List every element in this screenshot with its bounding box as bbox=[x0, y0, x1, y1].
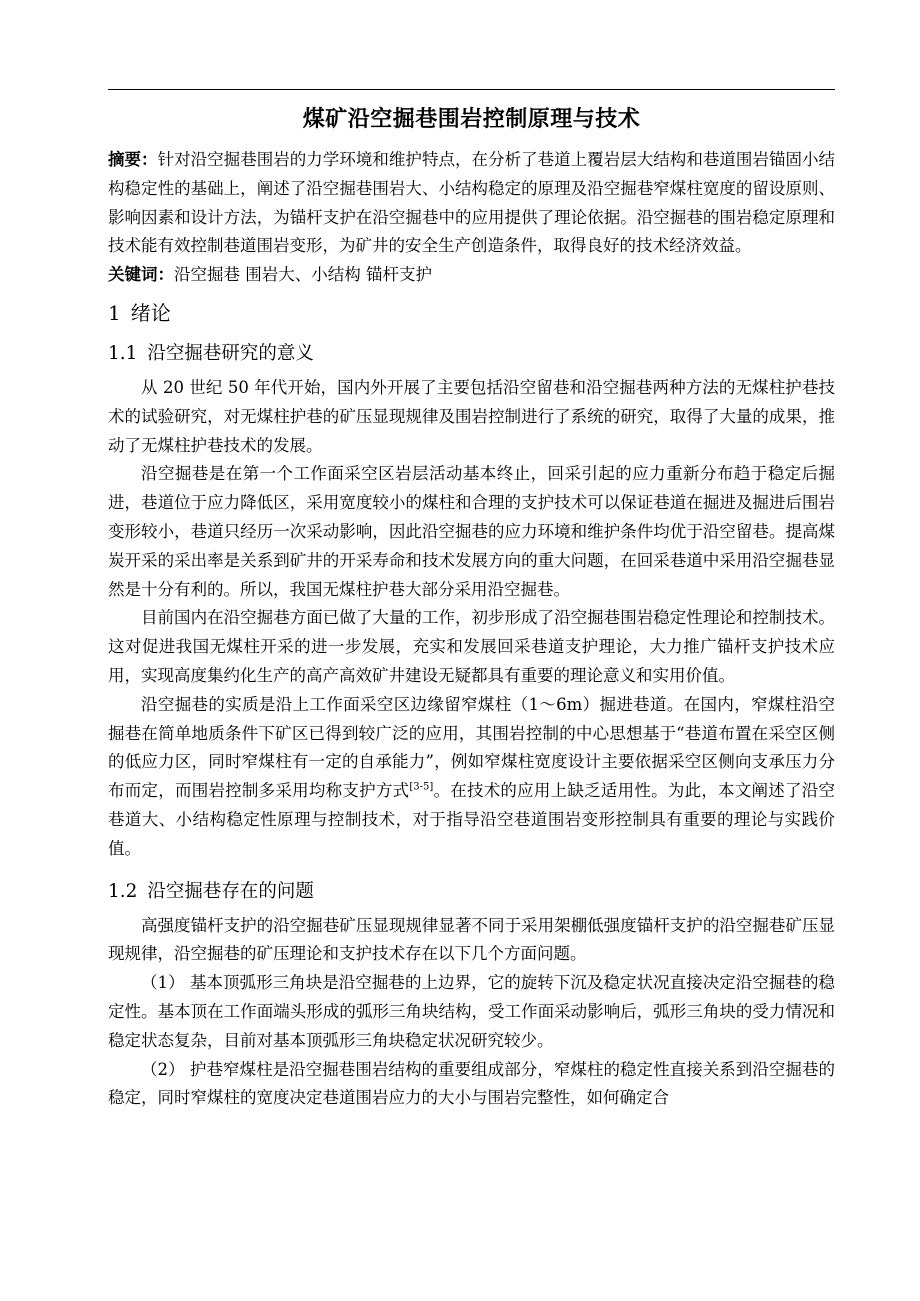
abstract bbox=[108, 146, 835, 261]
abstract-label: 摘要： bbox=[108, 150, 158, 169]
section-1-2-heading bbox=[108, 878, 835, 906]
section-1-1-number: 1.1 bbox=[108, 342, 138, 364]
section-1-title: 绪论 bbox=[130, 300, 171, 325]
paragraph: 从 20 世纪 50 年代开始，国内外开展了主要包括沿空留巷和沿空掘巷两种方法的无煤柱护巷技术的试验研究，对无煤柱护巷的矿压显现规律及围岩控制进行了系统的研究，取得了大量的成果，推动了无煤柱护巷技术的发展。 bbox=[108, 377, 835, 455]
citation: [3-5] bbox=[409, 781, 434, 793]
paragraph-text-before-citation: 沿空掘巷的实质是沿上工作面采空区边缘留窄煤柱（1～6m）掘进巷道。在国内，窄煤柱沿空掘巷在简单地质条件下矿区已得到较广泛的应用，其围岩控制的中心思想基于“巷道布置在采空区侧的低应力区，同时窄煤柱有一定的自承能力”，例如窄煤柱宽度设计主要依据采空区侧向支承压力分布而定，而围岩控制多采用均称支护方式 bbox=[108, 694, 835, 801]
paragraph: 高强度锚杆支护的沿空掘巷矿压显现规律显著不同于采用架棚低强度锚杆支护的沿空掘巷矿压显现规律，沿空掘巷的矿压理论和支护技术存在以下几个方面问题。 bbox=[108, 915, 835, 964]
keywords-text: 沿空掘巷 围岩大、小结构 锚杆支护 bbox=[174, 265, 432, 285]
section-1-heading bbox=[108, 298, 835, 328]
section-1-1-heading bbox=[108, 340, 835, 368]
section-1-number: 1 bbox=[108, 300, 121, 325]
keywords bbox=[108, 261, 835, 290]
list-item-paragraph: （2） 护巷窄煤柱是沿空掘巷围岩结构的重要组成部分，窄煤柱的稳定性直接关系到沿空掘巷的稳定，同时窄煤柱的宽度决定巷道围岩应力的大小与围岩完整性，如何确定合 bbox=[108, 1059, 835, 1108]
section-1-2-title: 沿空掘巷存在的问题 bbox=[147, 880, 314, 902]
paragraph: 目前国内在沿空掘巷方面已做了大量的工作，初步形成了沿空掘巷围岩稳定性理论和控制技术。这对促进我国无煤柱开采的进一步发展，充实和发展回采巷道支护理论，大力推广锚杆支护技术应用，实现高度集约化生产的高产高效矿井建设无疑都具有重要的理论意义和实用价值。 bbox=[108, 608, 835, 685]
paragraph-with-citation bbox=[108, 691, 835, 864]
paragraph: 沿空掘巷是在第一个工作面采空区岩层活动基本终止，回采引起的应力重新分布趋于稳定后掘进，巷道位于应力降低区，采用宽度较小的煤柱和合理的支护技术可以保证巷道在掘进及掘进后围岩变形较小，巷道只经历一次采动影响，因此沿空掘巷的应力环境和维护条件均优于沿空留巷。提高煤炭开采的采出率是关系到矿井的开采寿命和技术发展方向的重大问题，在回采巷道中采用沿空掘巷显然是十分有利的。所以，我国无煤柱护巷大部分采用沿空掘巷。 bbox=[108, 464, 835, 599]
abstract-text: 针对沿空掘巷围岩的力学环境和维护特点，在分析了巷道上覆岩层大结构和巷道围岩锚固小结构稳定性的基础上，阐述了沿空掘巷围岩大、小结构稳定的原理及沿空掘巷窄煤柱宽度的留设原则、影响因素和设计方法，为锚杆支护在沿空掘巷中的应用提供了理论依据。沿空掘巷的围岩稳定原理和技术能有效控制巷道围岩变形，为矿井的安全生产创造条件，取得良好的技术经济效益。 bbox=[108, 150, 836, 256]
section-1-2-number: 1.2 bbox=[108, 880, 138, 902]
list-item-paragraph: （1） 基本顶弧形三角块是沿空掘巷的上边界，它的旋转下沉及稳定状况直接决定沿空掘巷的稳定性。基本顶在工作面端头形成的弧形三角块结构，受工作面采动影响后，弧形三角块的受力情况和稳定状态复杂，目前对基本顶弧形三角块稳定状况研究较少。 bbox=[108, 973, 835, 1050]
document-title: 煤矿沿空掘巷围岩控制原理与技术 bbox=[302, 107, 641, 132]
section-1-1-title: 沿空掘巷研究的意义 bbox=[147, 342, 314, 364]
document-body bbox=[108, 100, 835, 1113]
keywords-label: 关键词： bbox=[108, 265, 174, 285]
header-rule bbox=[108, 89, 835, 90]
paragraph-text-after-citation: 。在技术的应用上缺乏适用性。为此，本文阐述了沿空巷道大、小结构稳定性原理与控制技术，对于指导沿空巷道围岩变形控制具有重要的理论与实践价值。 bbox=[108, 781, 836, 858]
